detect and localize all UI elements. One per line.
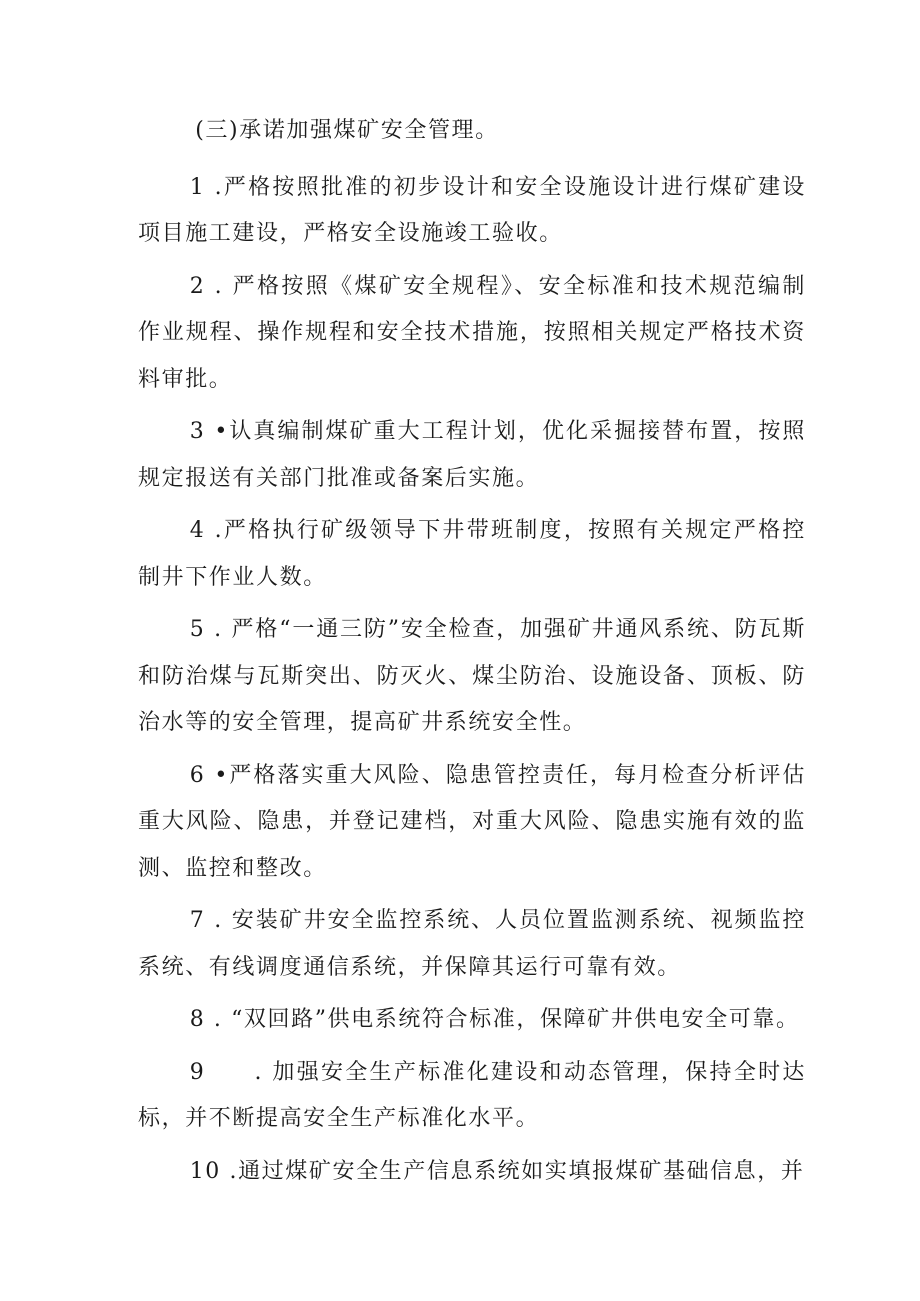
list-item-4: 4 .严格执行矿级领导下井带班制度，按照有关规定严格控制井下作业人数。	[138, 518, 806, 590]
list-item-7: 7 . 安装矿井安全监控系统、人员位置监测系统、视频监控系统、有线调度通信系统，并保障其运行可靠有效。	[138, 908, 806, 980]
list-item-2: 2 . 严格按照《煤矿安全规程》、安全标准和技术规范编制作业规程、操作规程和安全技术措施，按照相关规定严格技术资料审批。	[138, 273, 806, 392]
list-item-3: 3 •认真编制煤矿重大工程计划，优化采掘接替布置，按照规定报送有关部门批准或备案后实施。	[138, 419, 806, 491]
list-item-1: 1 .严格按照批准的初步设计和安全设施设计进行煤矿建设项目施工建设，严格安全设施竣工验收。	[138, 174, 806, 246]
document-body	[138, 108, 806, 1201]
list-item-5: 5 . 严格“一通三防”安全检查，加强矿井通风系统、防瓦斯和防治煤与瓦斯突出、防灭火、煤尘防治、设施设备、顶板、防治水等的安全管理，提高矿井系统安全性。	[138, 617, 806, 735]
list-item-6: 6 •严格落实重大风险、隐患管控责任，每月检查分析评估重大风险、隐患，并登记建档，对重大风险、隐患实施有效的监测、监控和整改。	[138, 762, 806, 881]
list-item-10: 10 .通过煤矿安全生产信息系统如实填报煤矿基础信息，并	[189, 1158, 805, 1184]
section-heading: (三)承诺加强煤矿安全管理。	[195, 118, 499, 143]
list-item-9: 9 . 加强安全生产标准化建设和动态管理，保持全时达标，并不断提高安全生产标准化水平。	[138, 1059, 806, 1131]
list-item-8: 8 . “双回路”供电系统符合标准，保障矿井供电安全可靠。	[189, 1007, 800, 1032]
